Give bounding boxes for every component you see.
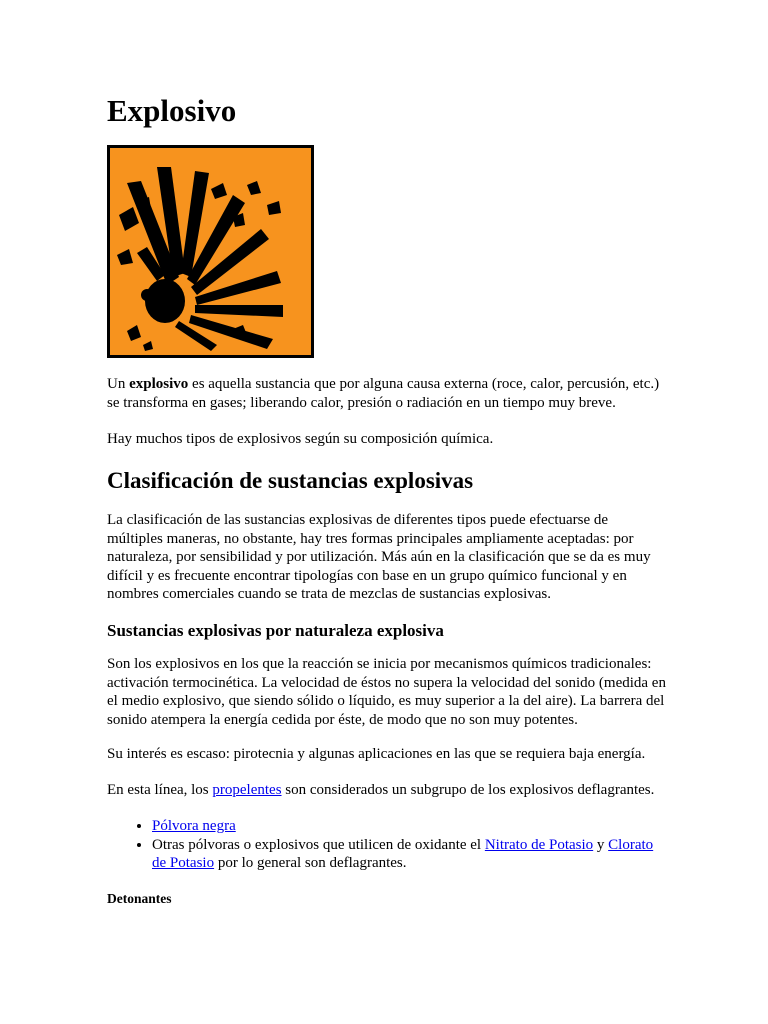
natural-paragraph-3-lead: En esta línea, los [107,782,213,798]
intro-text-lead: Un [107,376,130,392]
natural-paragraph-1-block [107,655,667,729]
list-item-2-lead: Otras pólvoras o explosivos que utilicen de oxidante el [152,836,485,853]
natural-heading: Sustancias explosivas por naturaleza explosiva [107,621,444,640]
propelentes-link[interactable]: propelentes [212,782,282,798]
nitrato-de-potasio-link[interactable]: Nitrato de Potasio [484,836,594,853]
deflagrantes-list-block [107,817,667,873]
polvora-negra-link[interactable]: Pólvora negra [152,818,236,834]
intro-paragraph [107,375,667,412]
intro-text-rest: es aquella sustancia que por alguna causa externa (roce, calor, percusión, etc.) se transforma en gases; liberando calor, presión o radiación en un tiempo muy breve. [107,376,660,411]
explosive-hazard-icon [107,145,314,358]
natural-paragraph-1: Son los explosivos en los que la reacción se inicia por mecanismos químicos tradicionales: activación termocinética. La velocidad de éstos no supera la velocidad del sonido (medida en el medio explosivo, que siendo sólido o líquido, es muy superior a la del aire). La barrera del sonido atempera la energía cedida por éste, de modo que no son muy potentes. [107,656,666,728]
natural-paragraph-2: Su interés es escaso: pirotecnia y algunas aplicaciones en las que se requiera baja energía. [107,746,646,762]
natural-paragraph-2-block [107,745,667,764]
classification-heading: Clasificación de sustancias explosivas [107,468,474,493]
list-item-2-rest: por lo general son deflagrantes. [214,855,407,871]
natural-paragraph-3-block [107,781,667,800]
classification-paragraph-block [107,511,667,604]
deflagrantes-list [107,817,667,873]
natural-heading-block [107,620,667,642]
detonantes-heading-block [107,890,667,908]
clorato-de-potasio-link[interactable]: Clorato de Potasio [152,836,654,871]
list-item [152,817,667,836]
intro-bold-term: explosivo [129,376,189,392]
intro-paragraph-2 [107,430,667,449]
page-title: Explosivo [107,93,237,128]
intro-text-2: Hay muchos tipos de explosivos según su composición química. [107,431,494,447]
classification-paragraph: La clasificación de las sustancias explosivas de diferentes tipos puede efectuarse de múltiples maneras, no obstante, hay tres formas principales ampliamente aceptadas: por naturaleza, por sensibilidad y por utilización. Más aún en la clasificación que se da es muy difícil y es frecuente encontrar tipologías con base en un grupo químico funcional y en nombres comerciales cuando se trata de mezclas de sustancias explosivas. [107,512,651,602]
list-item-2-mid: y [593,836,609,853]
classification-heading-block [107,467,667,495]
detonantes-heading: Detonantes [107,891,172,906]
list-item [152,836,667,873]
natural-paragraph-3-rest: son considerados un subgrupo de los explosivos deflagrantes. [281,782,655,798]
